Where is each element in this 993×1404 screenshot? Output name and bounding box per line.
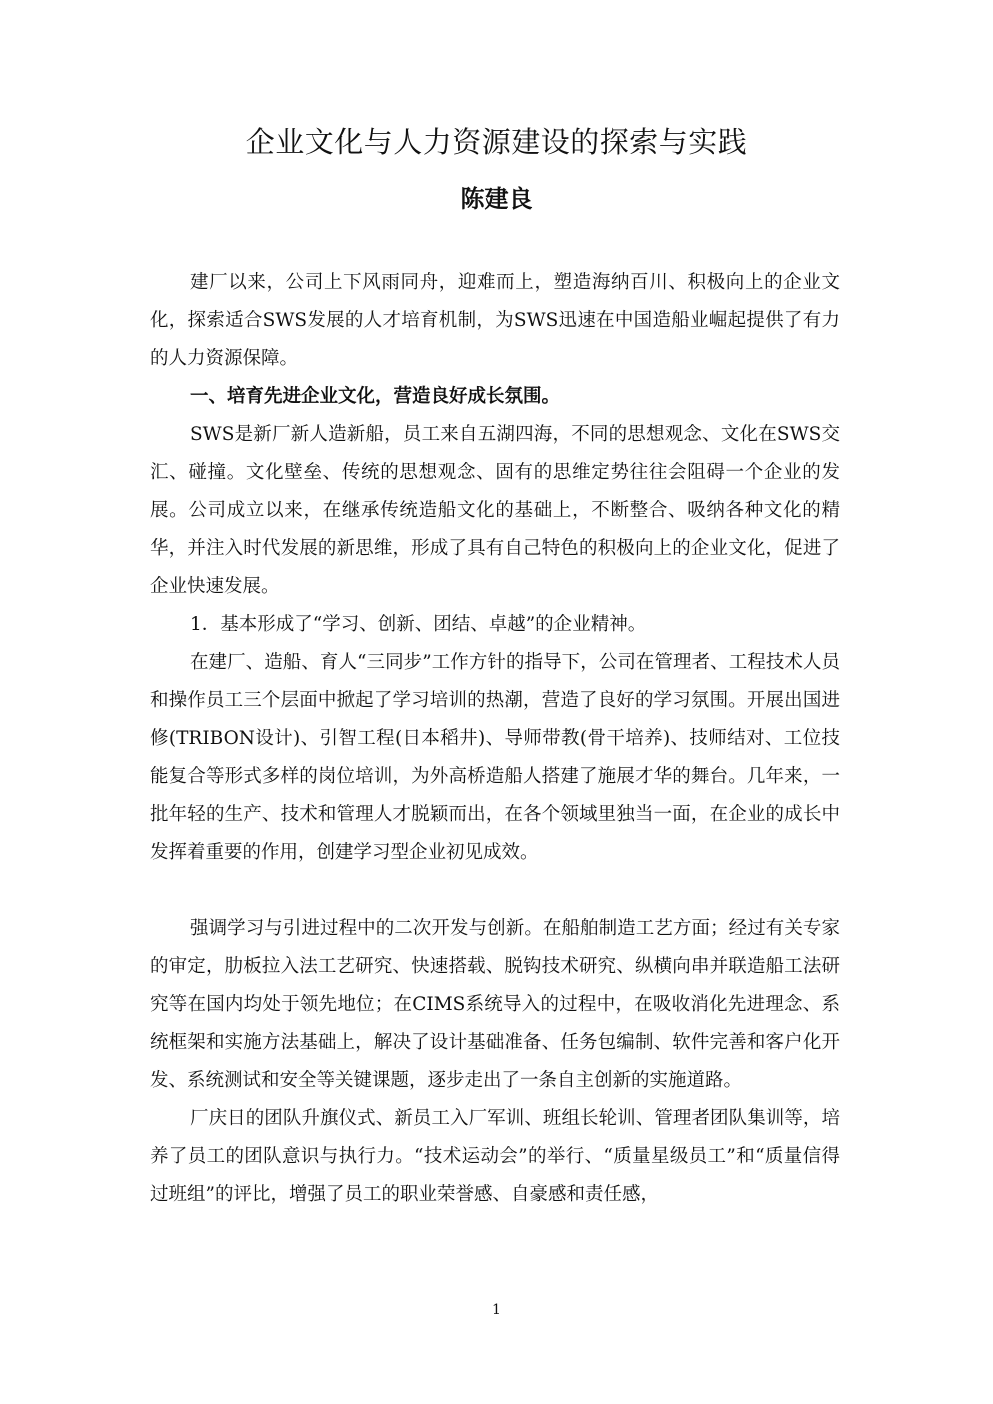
body-paragraph: 强调学习与引进过程中的二次开发与创新。在船舶制造工艺方面；经过有关专家的审定，肋板拉入法工艺研究、快速搭载、脱钩技术研究、纵横向串并联造船工法研究等在国内均处于领先地位；在CIMS系统导入的过程中，在吸收消化先进理念、系统框架和实施方法基础上，解决了设计基础准备、任务包编制、软件完善和客户化开发、系统测试和安全等关键课题，逐步走出了一条自主创新的实施道路。 — [150, 918, 840, 1091]
body-paragraph: 在建厂、造船、育人“三同步”工作方针的指导下，公司在管理者、工程技术人员和操作员工三个层面中掀起了学习培训的热潮，营造了良好的学习氛围。开展出国进修(TRIBON设计)、引智工程(日本稻井)、导师带教(骨干培养)、技师结对、工位技能复合等形式多样的岗位培训，为外高桥造船人搭建了施展才华的舞台。几年来，一批年轻的生产、技术和管理人才脱颖而出，在各个领域里独当一面，在企业的成长中发挥着重要的作用，创建学习型企业初见成效。 — [150, 652, 840, 863]
paragraph-gap — [150, 872, 840, 910]
body-paragraph: SWS是新厂新人造新船，员工来自五湖四海，不同的思想观念、文化在SWS交汇、碰撞。文化壁垒、传统的思想观念、固有的思维定势往往会阻碍一个企业的发展。公司成立以来，在继承传统造船文化的基础上，不断整合、吸纳各种文化的精华，并注入时代发展的新思维，形成了具有自己特色的积极向上的企业文化，促进了企业快速发展。 — [150, 424, 840, 597]
section-heading: 一、培育先进企业文化，营造良好成长氛围。 — [190, 386, 561, 407]
subsection-heading: 1．基本形成了“学习、创新、团结、卓越”的企业精神。 — [190, 614, 647, 635]
body-paragraph: 建厂以来，公司上下风雨同舟，迎难而上，塑造海纳百川、积极向上的企业文化，探索适合SWS发展的人才培育机制，为SWS迅速在中国造船业崛起提供了有力的人力资源保障。 — [150, 272, 840, 369]
author-name: 陈建良 — [460, 184, 533, 213]
document-title: 企业文化与人力资源建设的探索与实践 — [245, 125, 748, 159]
page-number: 1 — [492, 1302, 501, 1318]
body-paragraph: 厂庆日的团队升旗仪式、新员工入厂军训、班组长轮训、管理者团队集训等，培养了员工的团队意识与执行力。“技术运动会”的举行、“质量星级员工”和“质量信得过班组”的评比，增强了员工的职业荣誉感、自豪感和责任感， — [150, 1108, 840, 1205]
document-body — [150, 264, 840, 1214]
